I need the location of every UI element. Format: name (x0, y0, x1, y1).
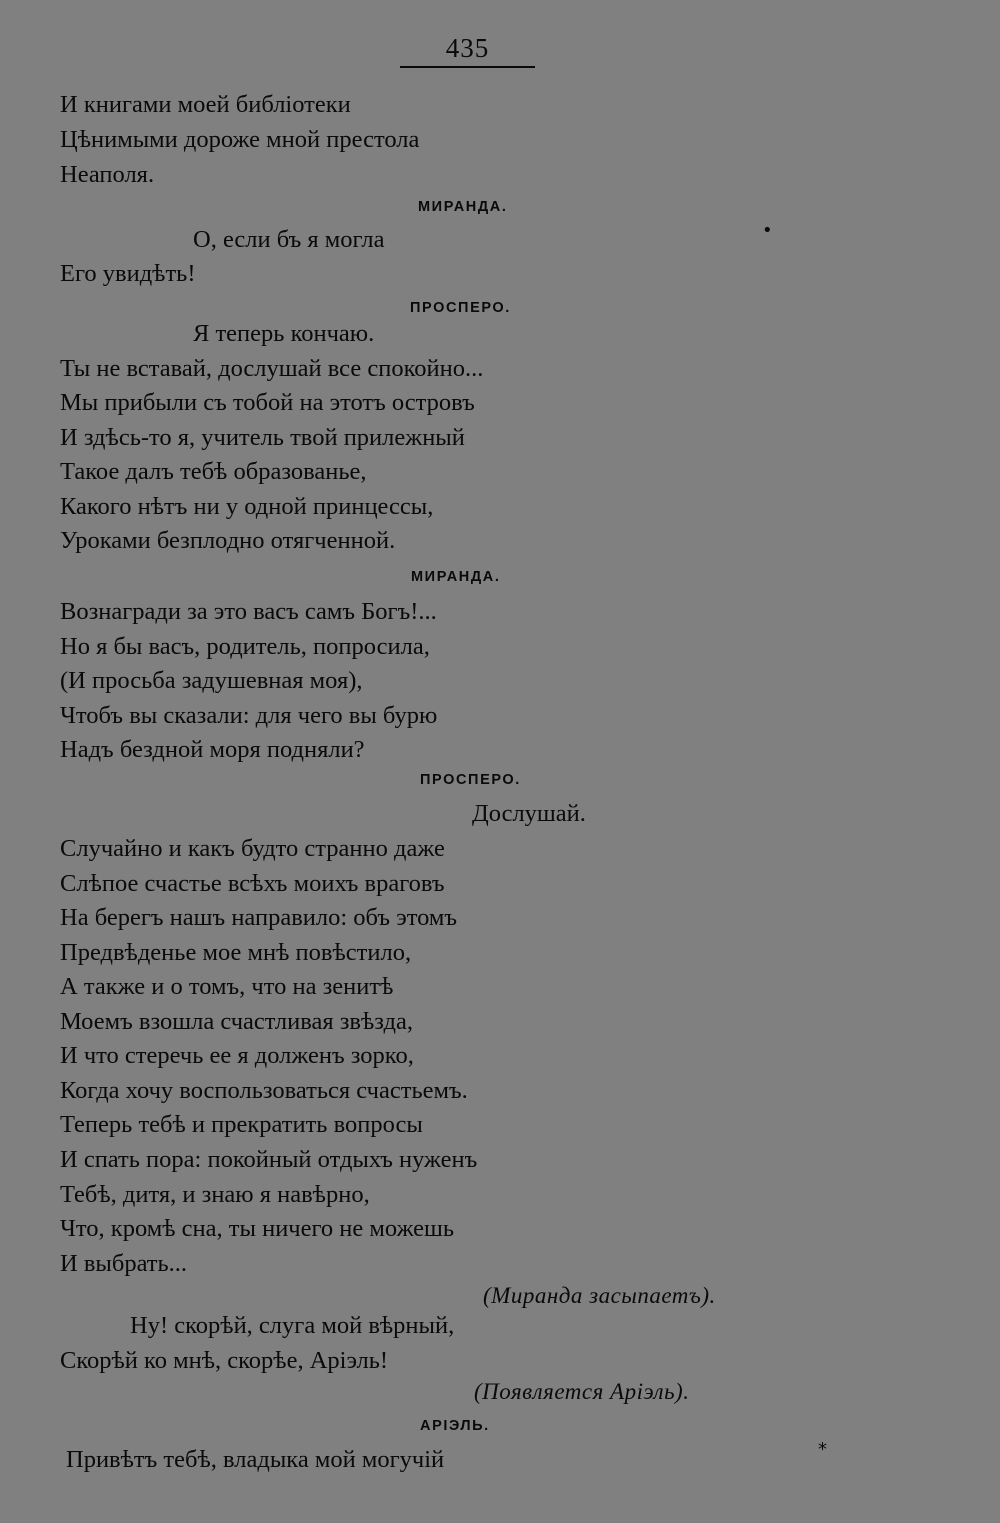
verse-line: Ты не вставай, дослушай все спокойно... (60, 355, 484, 382)
page-number: 435 (445, 33, 490, 63)
verse-line: Цѣнимыми дороже мной престола (60, 126, 420, 153)
verse-line: Вознагради за это васъ самъ Богъ!... (60, 598, 437, 625)
stage-direction: (Миранда засыпаетъ). (483, 1283, 716, 1308)
verse-line: Когда хочу воспользоваться счастьемъ. (60, 1077, 468, 1104)
speaker-name: МИРАНДА. (411, 569, 501, 585)
header-rule (400, 66, 535, 68)
stage-direction: (Появляется Аріэль). (474, 1379, 690, 1404)
verse-line: Чтобъ вы сказали: для чего вы бурю (60, 702, 438, 729)
speaker-name: ПРОСПЕРО. (410, 300, 511, 316)
verse-line: Я теперь кончаю. (193, 320, 375, 347)
verse-line: Слѣпое счастье всѣхъ моихъ враговъ (60, 870, 445, 897)
verse-line: Какого нѣтъ ни у одной принцессы, (60, 493, 434, 520)
verse-line: Привѣтъ тебѣ, владыка мой могучій (66, 1446, 445, 1473)
verse-line: А также и о томъ, что на зенитѣ (60, 973, 394, 1000)
verse-line: Надъ бездной моря подняли? (60, 736, 365, 763)
verse-line: Такое далъ тебѣ образованье, (60, 458, 367, 485)
speaker-name: МИРАНДА. (418, 199, 508, 215)
speaker-name: АРІЭЛЬ. (420, 1418, 490, 1434)
verse-line: Предвѣденье мое мнѣ повѣстило, (60, 939, 412, 966)
speaker-name: ПРОСПЕРО. (420, 772, 521, 788)
verse-line: Случайно и какъ будто странно даже (60, 835, 445, 862)
verse-line: Но я бы васъ, родитель, попросила, (60, 633, 430, 660)
verse-line: И выбрать... (60, 1250, 188, 1277)
verse-line: Мы прибыли съ тобой на этотъ островъ (60, 389, 475, 416)
verse-line: Его увидѣть! (60, 260, 196, 287)
verse-line: Неаполя. (60, 161, 155, 188)
verse-line: Что, кромѣ сна, ты ничего не можешь (60, 1215, 455, 1242)
verse-line: Уроками безплодно отягченной. (60, 527, 396, 554)
verse-line: И книгами моей библіотеки (60, 91, 351, 118)
verse-line: Моемъ взошла счастливая звѣзда, (60, 1008, 413, 1035)
verse-line: (И просьба задушевная моя), (60, 667, 363, 694)
verse-line: И спать пора: покойный отдыхъ нуженъ (60, 1146, 478, 1173)
verse-line: Ну! скорѣй, слуга мой вѣрный, (130, 1312, 455, 1339)
verse-line: Скорѣй ко мнѣ, скорѣе, Аріэль! (60, 1347, 389, 1374)
verse-line: На берегъ нашъ направило: объ этомъ (60, 904, 458, 931)
verse-line: Тебѣ, дитя, и знаю я навѣрно, (60, 1181, 370, 1208)
verse-line: И что стеречь ее я долженъ зорко, (60, 1042, 414, 1069)
margin-mark: • (762, 220, 773, 241)
verse-line: О, если бъ я могла (193, 226, 385, 253)
margin-mark: * (818, 1439, 827, 1460)
verse-line: Теперь тебѣ и прекратить вопросы (60, 1111, 423, 1138)
verse-line: Дослушай. (472, 800, 586, 827)
verse-line: И здѣсь-то я, учитель твой прилежный (60, 424, 465, 451)
